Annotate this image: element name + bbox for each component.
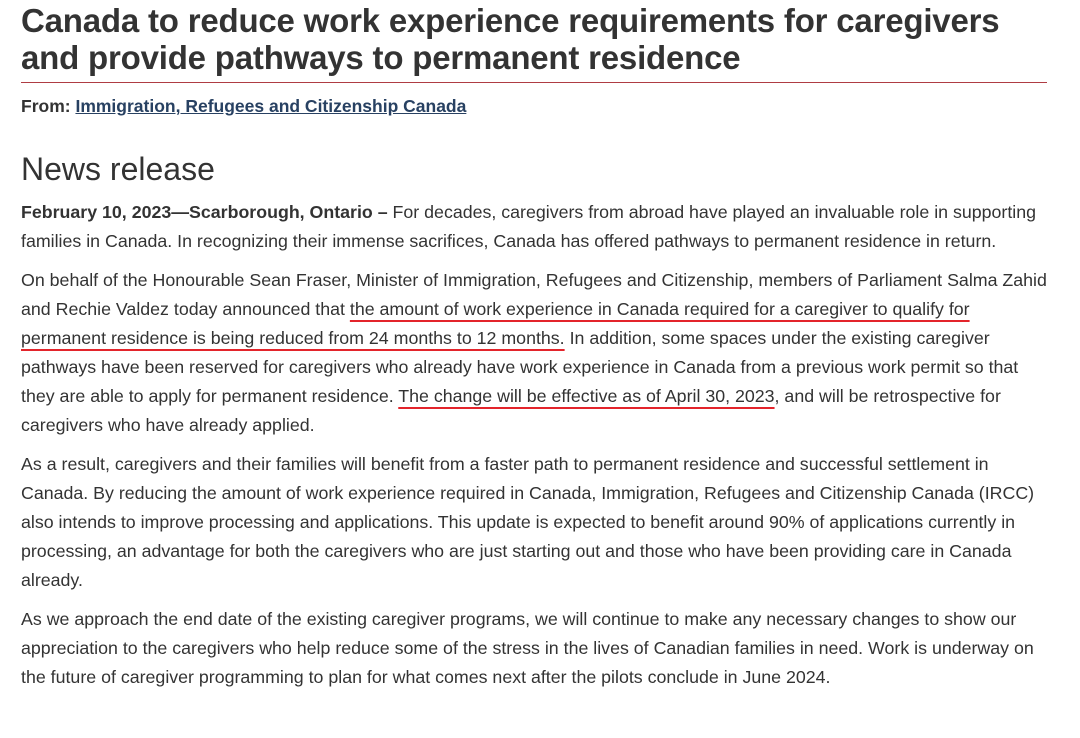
announcement-text-c: , and will be retrospective for caregivers who have already applied. (21, 386, 1001, 435)
from-label: From: (21, 96, 71, 116)
title-divider (21, 82, 1047, 83)
paragraph-intro (21, 198, 1047, 256)
intro-text: For decades, caregivers from abroad have played an invaluable role in supporting families in Canada. In recognizing their immense sacrifices, Canada has offered pathways to permanent residence in return. (21, 202, 1037, 251)
dateline: February 10, 2023—Scarborough, Ontario – (21, 202, 388, 222)
article (21, 0, 1047, 692)
paragraph-benefits: As a result, caregivers and their families will benefit from a faster path to permanent residence and successful settlement in Canada. By reducing the amount of work experience required in Canada, Immigration, Refugees and Citizenship Canada (IRCC) also intends to improve processing and applications. This update is expected to benefit around 90% of applications currently in processing, an advantage for both the caregivers who are just starting out and those who have been providing care in Canada already. (21, 454, 1035, 590)
page-title: Canada to reduce work experience requirements for caregivers and provide pathways to permanent residence (21, 2, 1000, 76)
announcement-text-b: In addition, some spaces under the existing caregiver pathways have been reserved for caregivers who already have work experience in Canada from a previous work permit so that they are able to apply for permanent residence. (21, 328, 1019, 406)
from-line (21, 95, 1047, 117)
announcement-text-a: On behalf of the Honourable Sean Fraser, Minister of Immigration, Refugees and Citizenship, members of Parliament Salma Zahid and Rechie Valdez today announced that (21, 270, 1047, 319)
highlighted-requirement: the amount of work experience in Canada required for a caregiver to qualify for permanent residence is being reduced from 24 months to 12 months. (21, 299, 970, 348)
highlighted-effective-date: The change will be effective as of April 30, 2023 (398, 386, 775, 406)
paragraph-future: As we approach the end date of the existing caregiver programs, we will continue to make any necessary changes to show our appreciation to the caregivers who help reduce some of the stress in the lives of Canadian families in need. Work is underway on the future of caregiver programming to plan for what comes next after the pilots conclude in June 2024. (21, 609, 1034, 687)
department-link[interactable]: Immigration, Refugees and Citizenship Canada (75, 96, 467, 116)
section-heading: News release (21, 151, 215, 187)
paragraph-announcement (21, 266, 1047, 440)
